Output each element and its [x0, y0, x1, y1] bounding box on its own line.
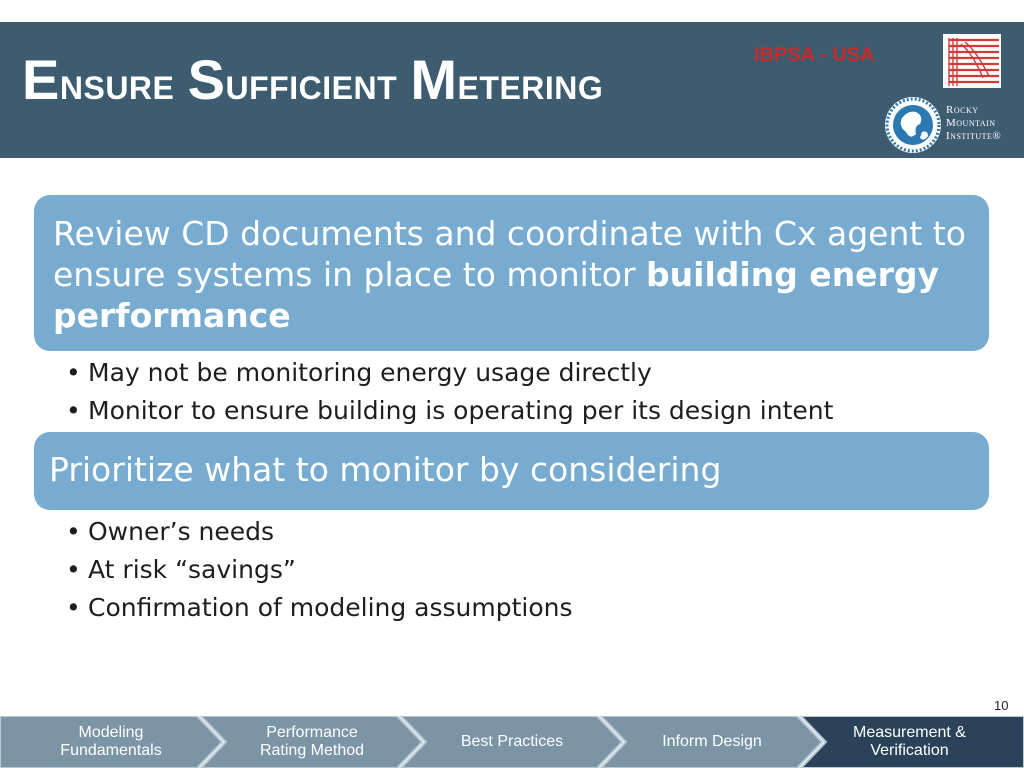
- bullet-item: • Owner’s needs: [66, 517, 275, 546]
- ibpsa-flag-logo-icon: [943, 34, 1001, 88]
- bullet-item: • Confirmation of modeling assumptions: [66, 593, 573, 622]
- callout-text: Review CD documents and coordinate with Cx agent to ensure systems in place to monitor: [53, 214, 966, 294]
- callout-box-review-cd: [34, 195, 989, 351]
- bullet-list-priorities: [66, 513, 573, 627]
- nav-item-measurement-verification[interactable]: Measurement & Verification: [853, 724, 966, 759]
- rmi-wordmark: Rocky Mountain Institute®: [946, 104, 1002, 142]
- nav-item-best-practices[interactable]: Best Practices: [460, 733, 564, 750]
- nav-item-inform-design[interactable]: Inform Design: [662, 733, 762, 750]
- bullet-list-metering: [66, 354, 833, 430]
- slide-title: [22, 48, 604, 111]
- title-word-2: Sufficient: [187, 48, 398, 111]
- title-word-1: Ensure: [22, 48, 175, 111]
- ibpsa-usa-label: IBPSA - USA: [754, 44, 875, 66]
- callout-bold-text: building energy performance: [53, 255, 939, 335]
- bullet-item: • Monitor to ensure building is operating per its design intent: [66, 396, 834, 425]
- rmi-globe-logo-icon: [884, 96, 942, 154]
- callout-box-prioritize: [34, 432, 989, 510]
- bullet-item: • May not be monitoring energy usage directly: [66, 358, 652, 387]
- bullet-item: • At risk “savings”: [66, 555, 296, 584]
- callout-text: Prioritize what to monitor by considering: [49, 450, 722, 489]
- nav-item-performance-rating-method[interactable]: Performance Rating Method: [259, 724, 365, 759]
- nav-item-modeling-fundamentals[interactable]: Modeling Fundamentals: [60, 724, 162, 759]
- page-number: 10: [994, 698, 1009, 713]
- title-word-3: Metering: [410, 48, 604, 111]
